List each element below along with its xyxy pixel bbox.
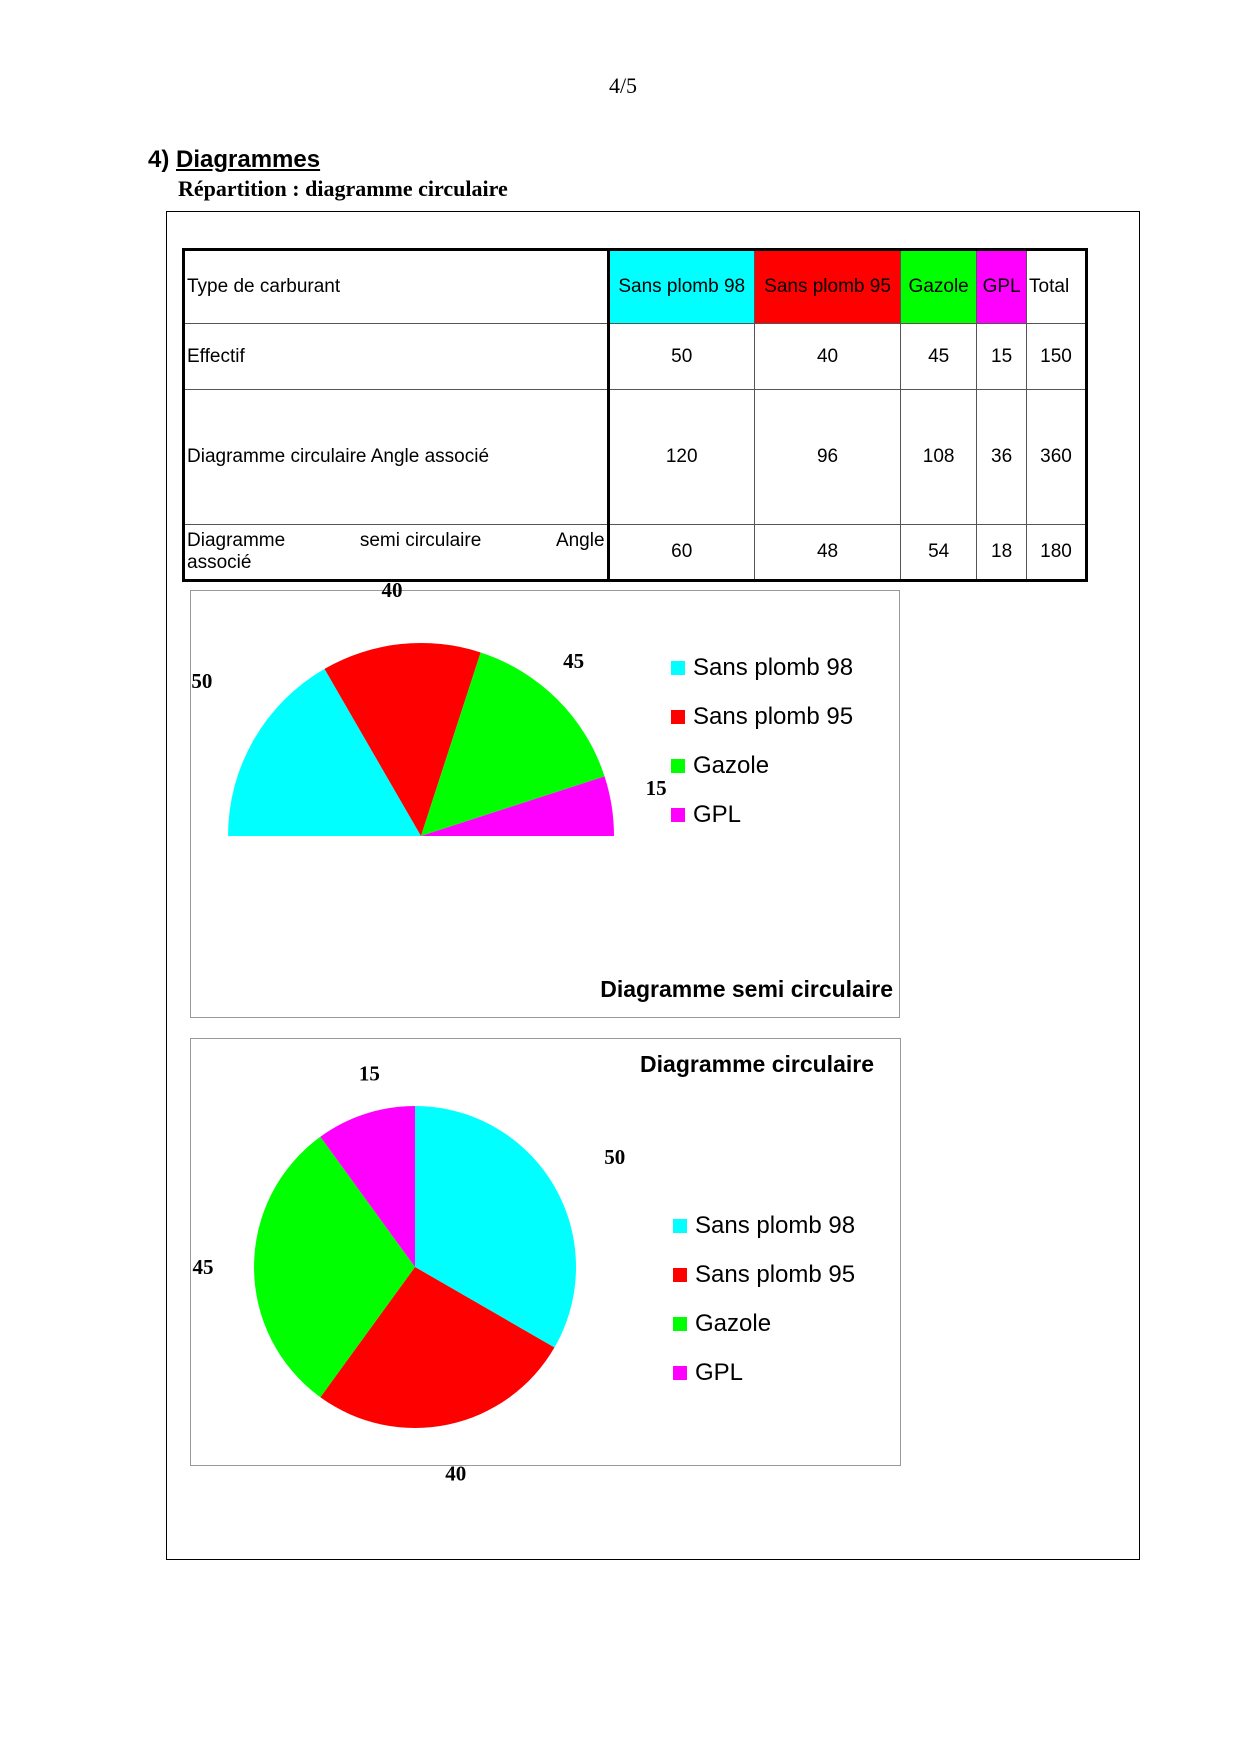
section-number: 4) — [148, 146, 170, 173]
table-row — [184, 524, 1087, 580]
data-label-sans-plomb-95: 40 — [381, 578, 403, 603]
legend-swatch — [673, 1366, 687, 1380]
page-number: 4/5 — [608, 73, 638, 98]
legend-label: Sans plomb 95 — [693, 702, 854, 730]
section-heading — [148, 146, 320, 174]
legend-label: Sans plomb 95 — [695, 1260, 856, 1288]
table-cell: 50 — [608, 324, 754, 390]
header-sans-plomb-98: Sans plomb 98 — [608, 250, 754, 324]
legend-item-sans-plomb-95 — [673, 1250, 855, 1299]
legend-item-sans-plomb-95 — [671, 692, 853, 741]
header-total: Total — [1027, 250, 1087, 324]
legend-label: Gazole — [695, 1309, 772, 1337]
row-label-part: Angle — [555, 529, 605, 551]
table-cell-total: 360 — [1027, 390, 1087, 524]
table-cell: 96 — [754, 390, 900, 524]
legend-label: GPL — [693, 800, 742, 828]
table-cell: 45 — [901, 324, 977, 390]
row-label-part: Diagramme — [187, 529, 286, 551]
legend-swatch — [673, 1268, 687, 1282]
fuel-table — [182, 248, 1088, 582]
legend-item-gpl — [673, 1348, 855, 1397]
legend-item-sans-plomb-98 — [673, 1201, 855, 1250]
legend-swatch — [673, 1317, 687, 1331]
table-cell: 15 — [977, 324, 1027, 390]
table-cell: 40 — [754, 324, 900, 390]
legend-item-gazole — [673, 1299, 855, 1348]
legend-swatch — [671, 661, 685, 675]
full-chart-legend — [673, 1201, 855, 1397]
row-label: Diagramme circulaire Angle associé — [184, 390, 609, 524]
legend-swatch — [671, 759, 685, 773]
legend-item-gazole — [671, 741, 853, 790]
table-cell-total: 180 — [1027, 524, 1087, 580]
row-label-part: associé — [187, 551, 252, 573]
table-header-row — [184, 250, 1087, 324]
table-cell-total: 150 — [1027, 324, 1087, 390]
data-label-gazole: 45 — [192, 1254, 214, 1279]
legend-label: Gazole — [693, 751, 770, 779]
semi-chart-legend — [671, 643, 853, 839]
header-gpl: GPL — [977, 250, 1027, 324]
subtitle: Répartition : diagramme circulaire — [178, 176, 508, 201]
row-label-part: semi circulaire — [359, 529, 482, 551]
legend-swatch — [671, 808, 685, 822]
full-chart-title: Diagramme circulaire — [640, 1051, 874, 1077]
semi-circular-chart — [190, 578, 900, 1018]
data-label-sans-plomb-95: 40 — [445, 1461, 467, 1486]
table-cell: 54 — [901, 524, 977, 580]
header-sans-plomb-95: Sans plomb 95 — [754, 250, 900, 324]
circular-chart — [190, 1038, 901, 1486]
table-cell: 18 — [977, 524, 1027, 580]
table-cell: 108 — [901, 390, 977, 524]
table-cell: 48 — [754, 524, 900, 580]
table-row — [184, 390, 1087, 524]
legend-swatch — [673, 1219, 687, 1233]
row-label: Effectif — [184, 324, 609, 390]
data-label-gpl: 15 — [358, 1061, 380, 1086]
legend-item-sans-plomb-98 — [671, 643, 853, 692]
data-label-gazole: 45 — [563, 649, 585, 674]
data-label-gpl: 15 — [645, 775, 667, 800]
row-label — [184, 524, 609, 580]
legend-swatch — [671, 710, 685, 724]
table-cell: 36 — [977, 390, 1027, 524]
legend-label: Sans plomb 98 — [693, 653, 854, 681]
table-row — [184, 324, 1087, 390]
table-cell: 120 — [608, 390, 754, 524]
data-label-sans-plomb-98: 50 — [191, 668, 213, 693]
section-title: Diagrammes — [176, 146, 321, 173]
legend-label: GPL — [695, 1358, 744, 1386]
semi-chart-title: Diagramme semi circulaire — [600, 976, 893, 1002]
legend-label: Sans plomb 98 — [695, 1211, 856, 1239]
header-gazole: Gazole — [901, 250, 977, 324]
legend-item-gpl — [671, 790, 853, 839]
header-label: Type de carburant — [184, 250, 609, 324]
table-cell: 60 — [608, 524, 754, 580]
data-label-sans-plomb-98: 50 — [604, 1144, 626, 1169]
